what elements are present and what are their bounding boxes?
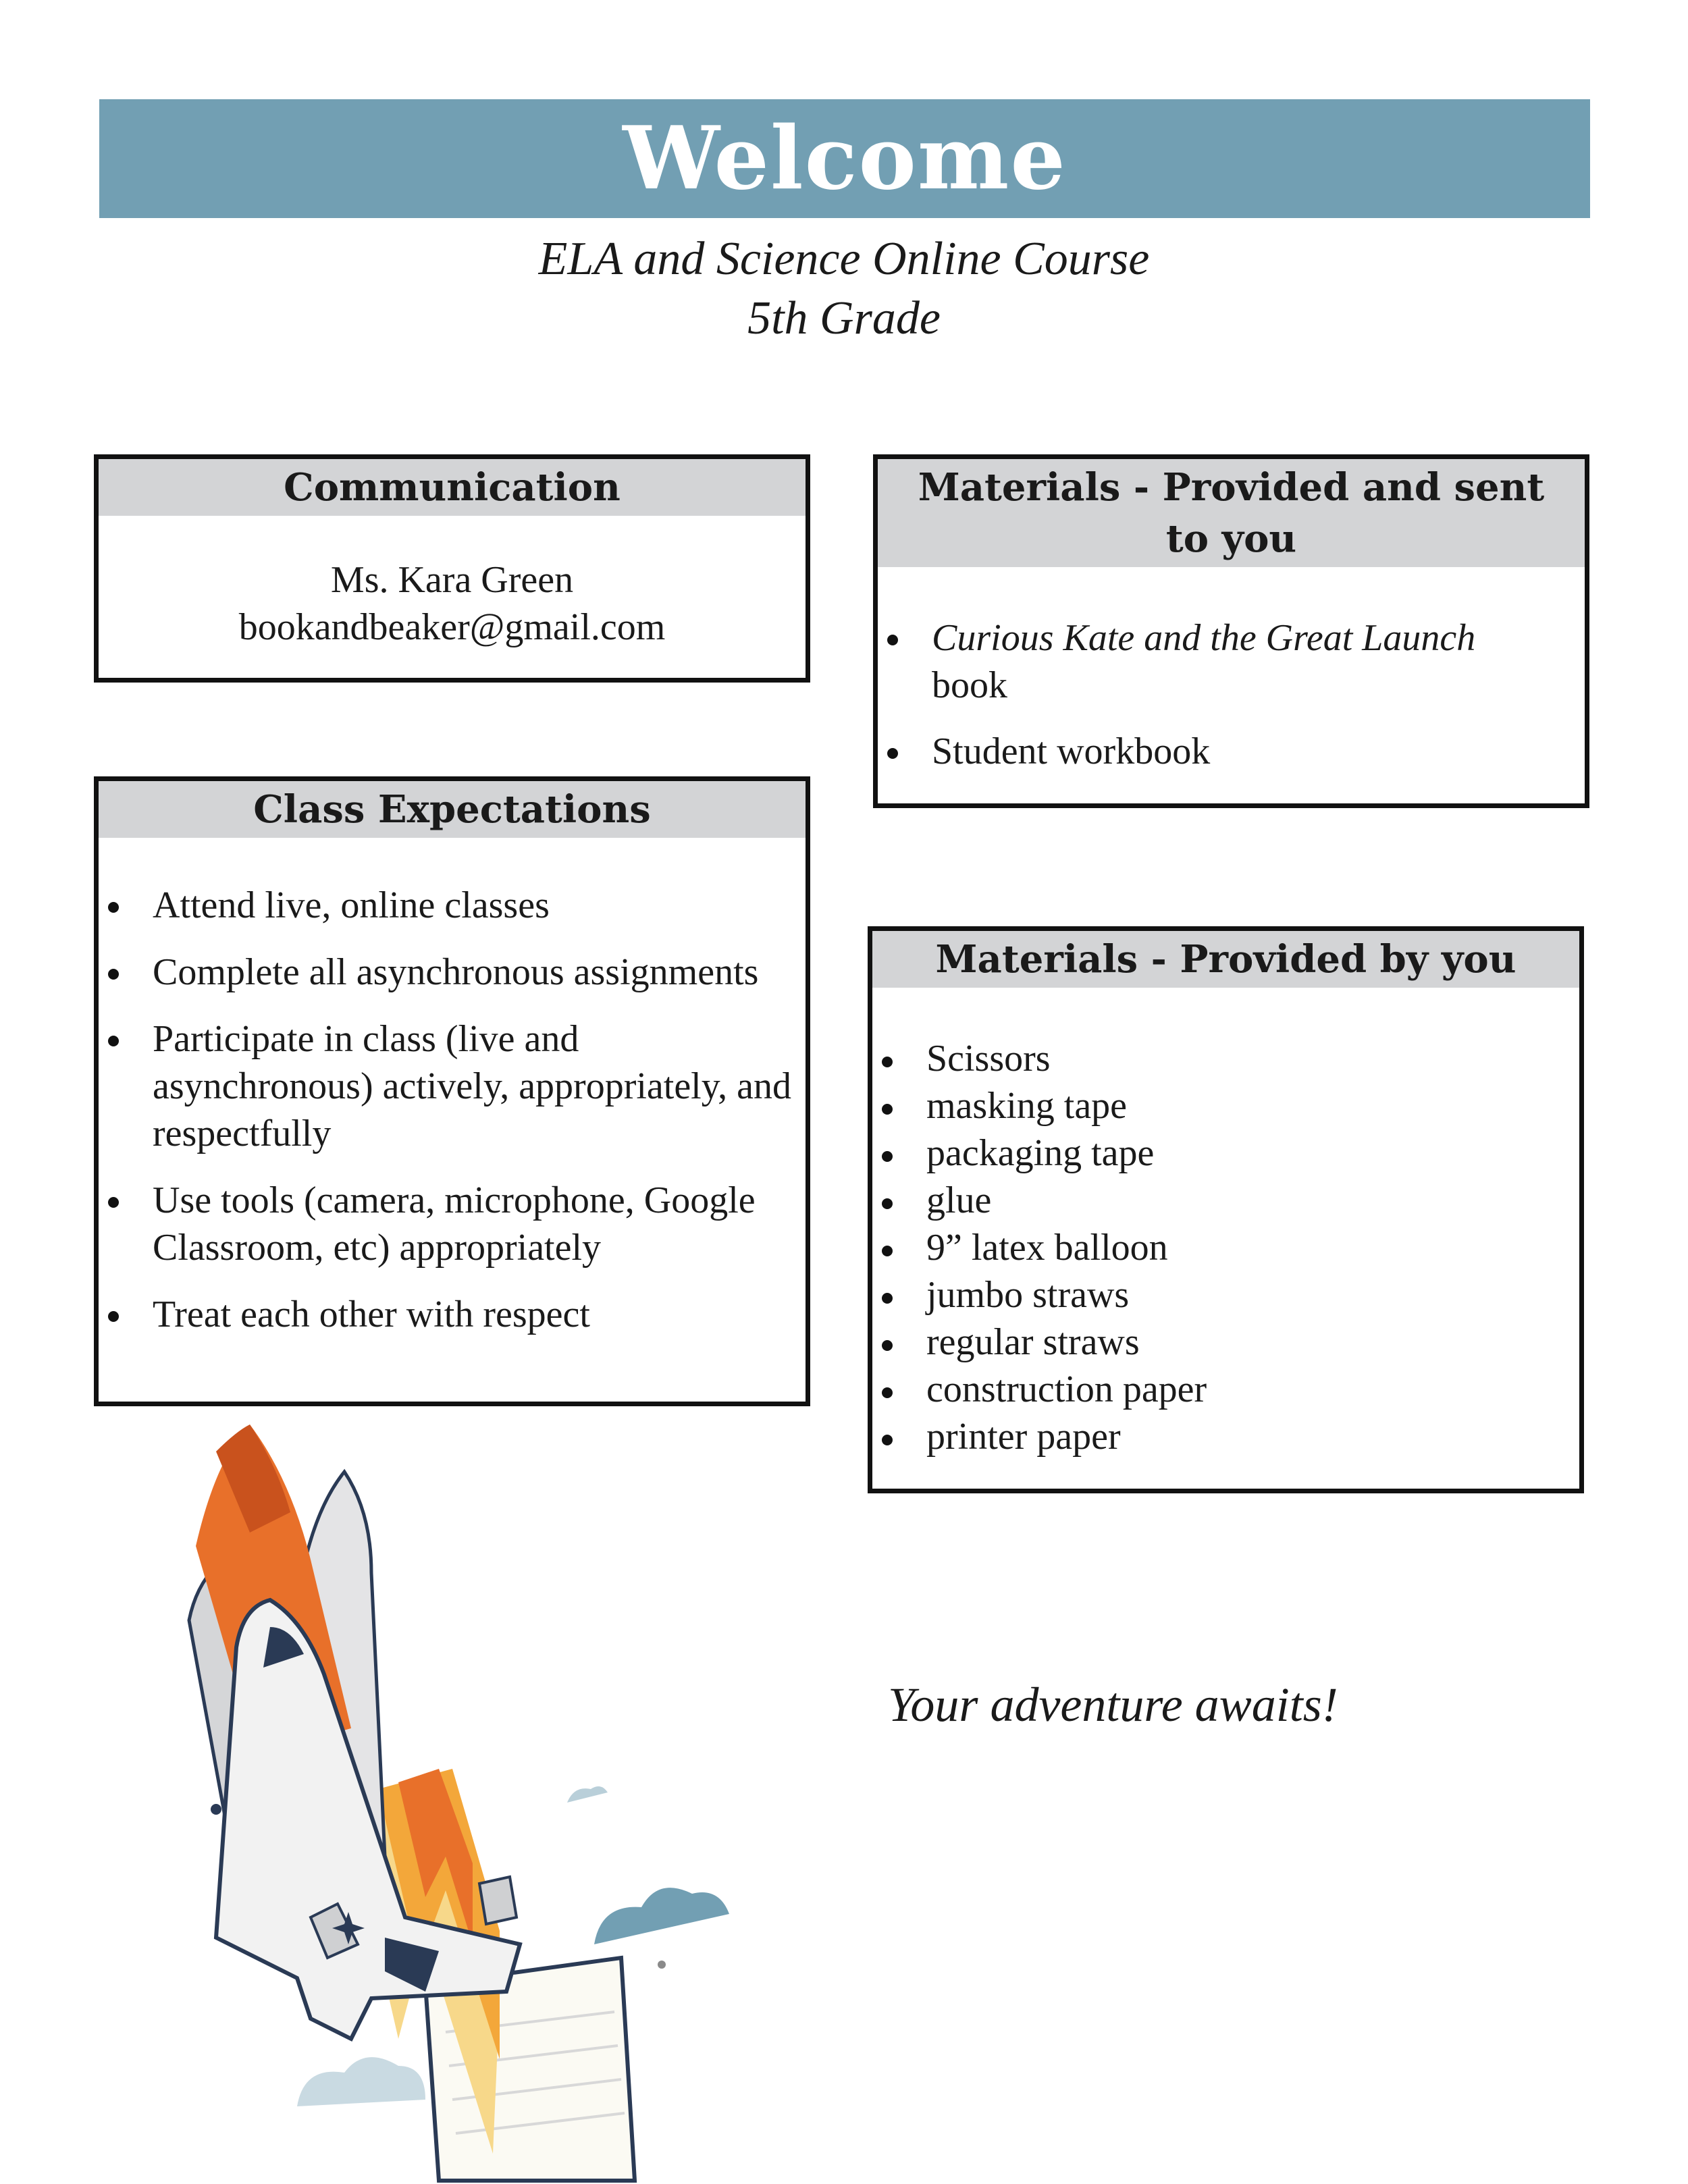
list-item: printer paper [872, 1413, 1579, 1460]
list-item: Student workbook [878, 728, 1585, 775]
cloud-icon [567, 1786, 608, 1803]
list-item: glue [872, 1177, 1579, 1224]
teacher-name: Ms. Kara Green [330, 559, 574, 601]
book-title: Curious Kate and the Great Launch [932, 617, 1476, 659]
materials-you-heading: Materials - Provided by you [872, 931, 1579, 988]
list-item: Attend live, online classes [99, 882, 799, 929]
tagline: Your adventure awaits! [888, 1678, 1338, 1732]
cloud-icon [594, 1888, 729, 1944]
course-title: ELA and Science Online Course [538, 233, 1150, 285]
class-expectations-box [94, 776, 810, 1406]
list-item: Use tools (camera, microphone, Google Classroom, etc) appropriately [99, 1177, 799, 1271]
list-item: construction paper [872, 1366, 1579, 1413]
materials-sent-box [873, 454, 1589, 808]
rocket-icon [176, 1424, 783, 2184]
book-suffix: book [932, 664, 1007, 706]
cloud-icon [297, 2057, 425, 2106]
expectations-heading: Class Expectations [99, 781, 806, 838]
list-item: Complete all asynchronous assignments [99, 949, 799, 996]
teacher-email: bookandbeaker@gmail.com [238, 606, 666, 648]
list-item [878, 614, 1585, 709]
list-item: packaging tape [872, 1129, 1579, 1177]
communication-heading: Communication [99, 459, 806, 516]
grade-label: 5th Grade [747, 292, 941, 344]
list-item: Treat each other with respect [99, 1291, 799, 1338]
list-item: 9” latex balloon [872, 1224, 1579, 1271]
list-item: Participate in class (live and asynchronous) actively, appropriately, and respectfully [99, 1015, 799, 1157]
course-subtitle [0, 230, 1688, 348]
list-item: jumbo straws [872, 1271, 1579, 1319]
communication-box [94, 454, 810, 683]
materials-you-box [868, 926, 1584, 1493]
banner-title: Welcome [623, 108, 1067, 209]
welcome-banner [99, 99, 1590, 218]
list-item: Scissors [872, 1035, 1579, 1082]
list-item: masking tape [872, 1082, 1579, 1129]
list-item: regular straws [872, 1319, 1579, 1366]
materials-sent-heading: Materials - Provided and sent to you [878, 459, 1585, 567]
